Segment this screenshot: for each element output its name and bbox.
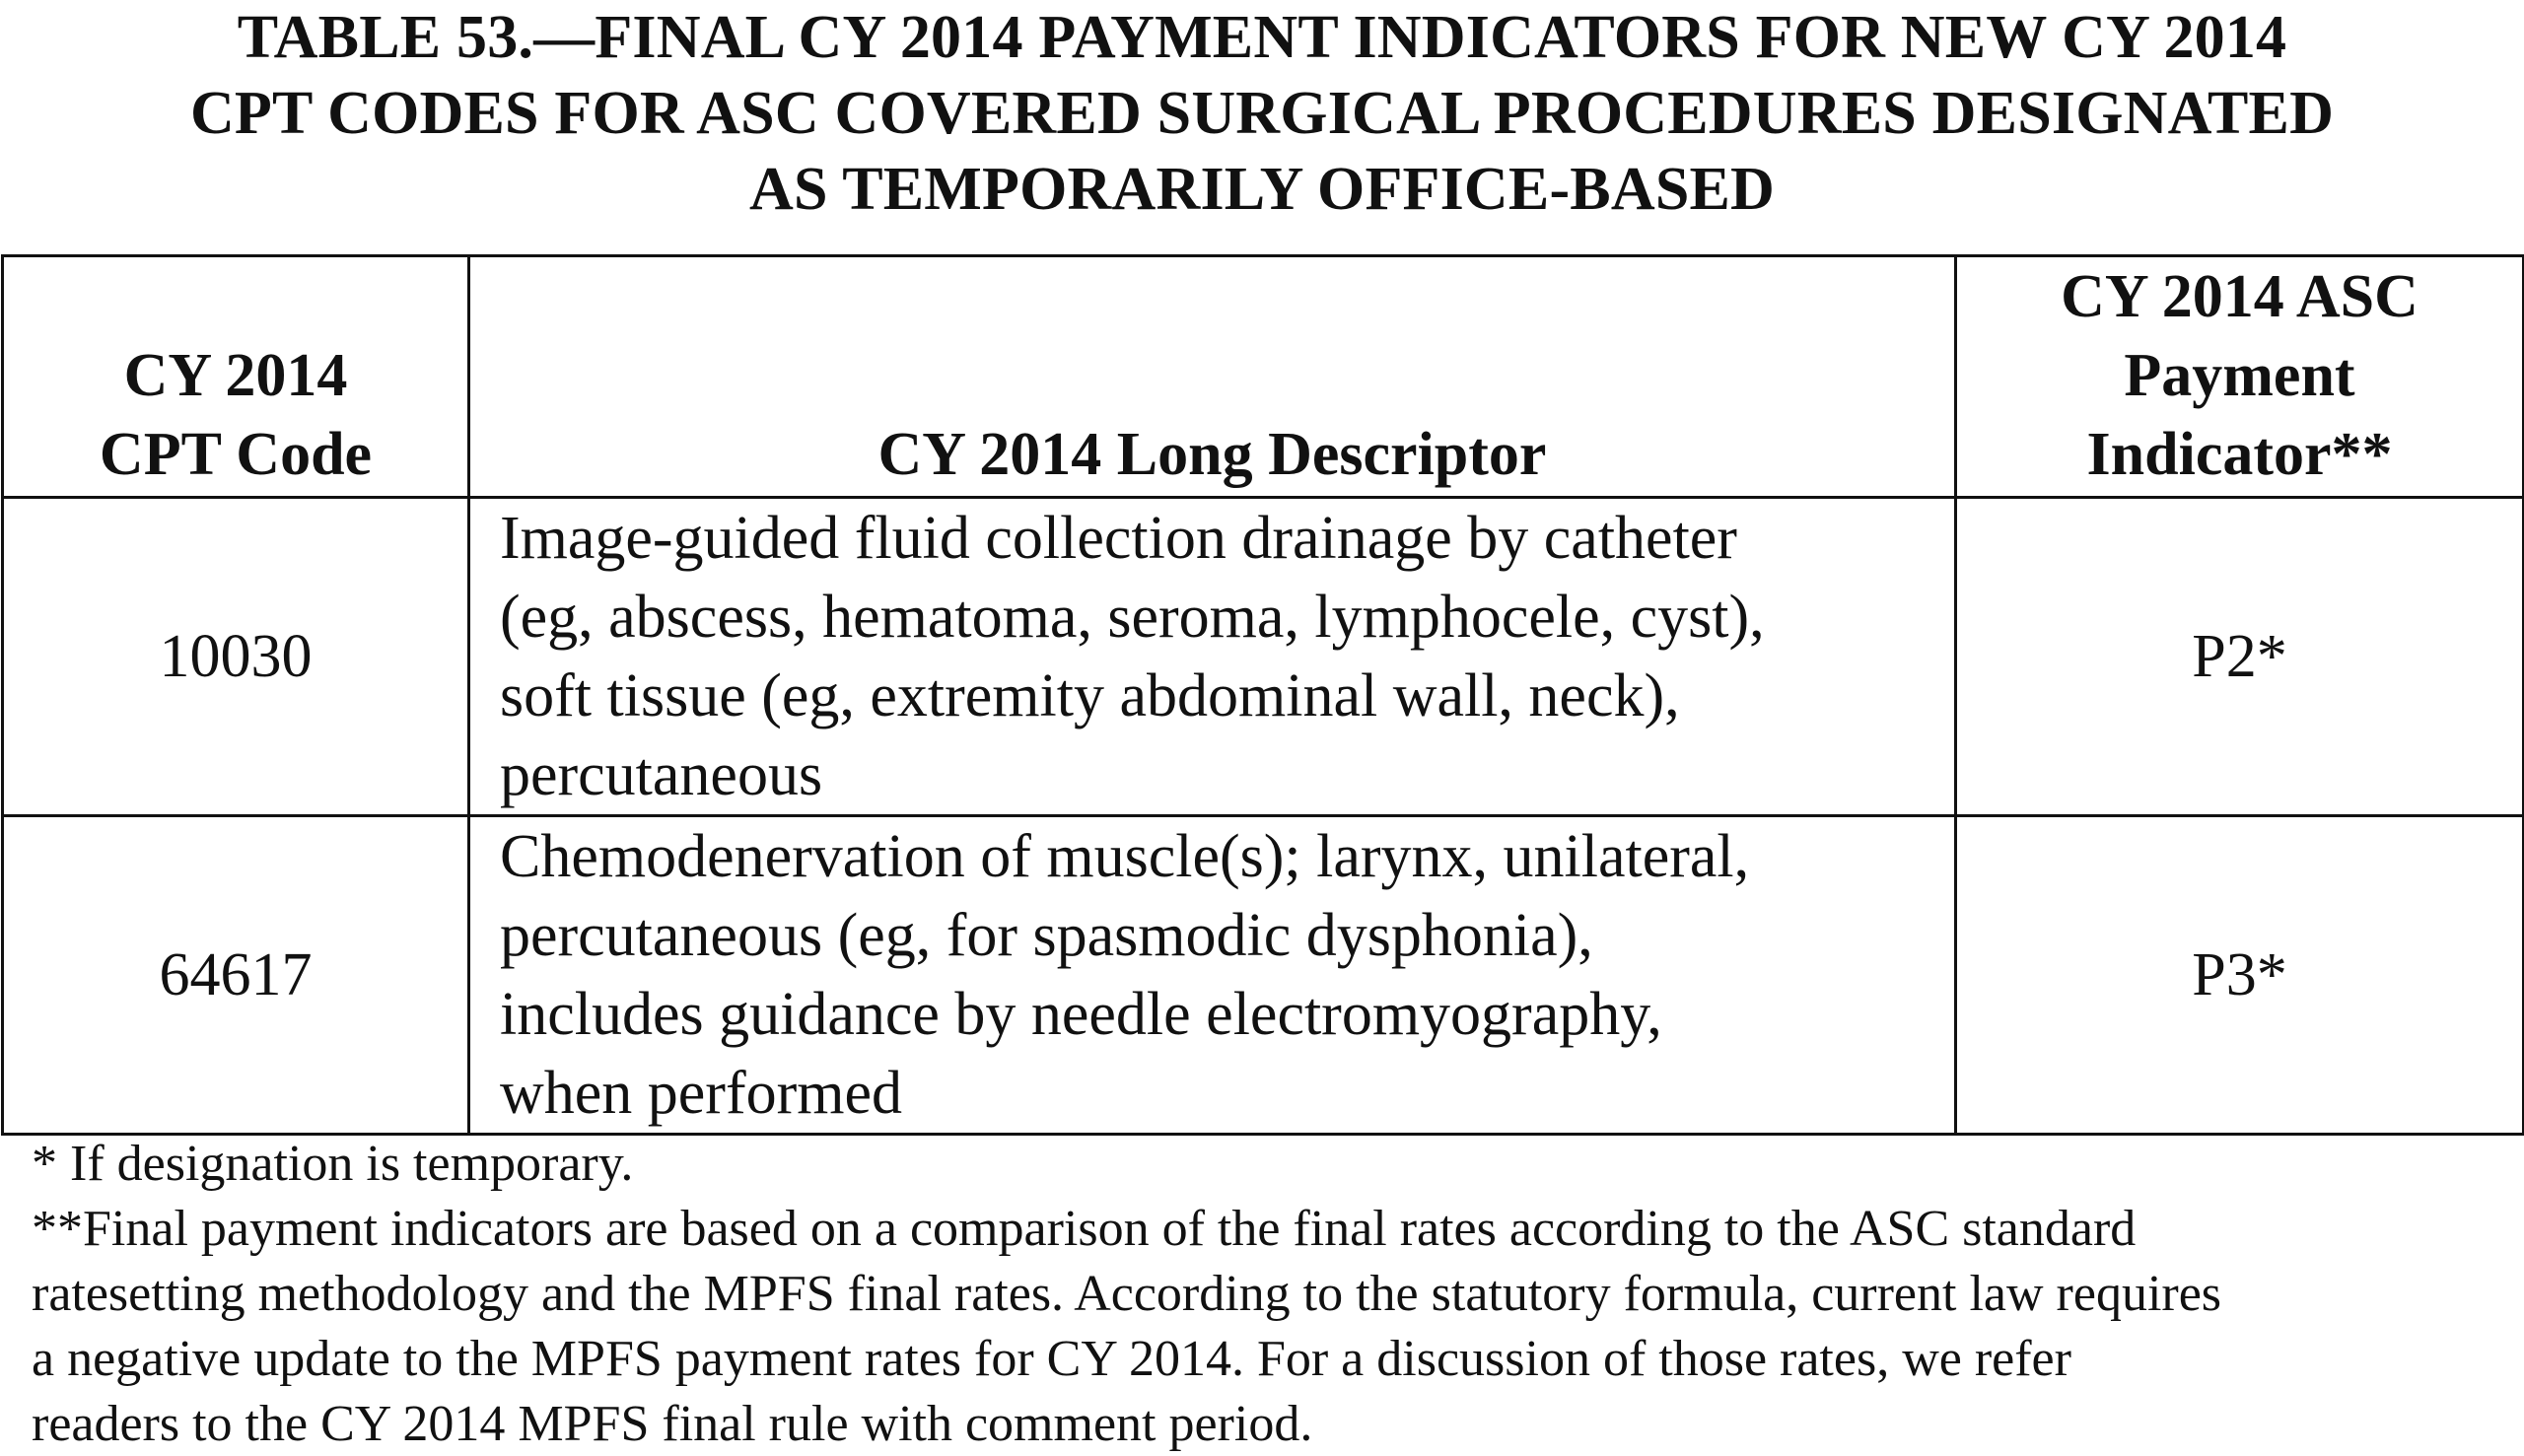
- descriptor-line: Image-guided fluid collection drainage by catheter: [500, 505, 1737, 572]
- footnote-double-asterisk-line: ratesetting methodology and the MPFS final rates. According to the statutory formula, current law requires: [32, 1266, 2222, 1322]
- header-long-descriptor: [469, 256, 1956, 498]
- header-payment-indicator: [1956, 256, 2524, 498]
- descriptor-line: when performed: [500, 1060, 902, 1127]
- header-long-descriptor-text: CY 2014 Long Descriptor: [877, 421, 1547, 488]
- descriptor-line: percutaneous: [500, 741, 823, 808]
- table-title-line-3: AS TEMPORARILY OFFICE-BASED: [748, 156, 1776, 223]
- descriptor-line: soft tissue (eg, extremity abdominal wall, neck),: [500, 662, 1680, 729]
- header-payment-indicator-line-2: Payment: [2124, 342, 2355, 409]
- descriptor-line: (eg, abscess, hematoma, seroma, lymphocele, cyst),: [500, 584, 1765, 651]
- descriptor-line: Chemodenervation of muscle(s); larynx, unilateral,: [500, 823, 1750, 890]
- header-cpt-code-line-2: CPT Code: [99, 421, 373, 488]
- descriptor-line: includes guidance by needle electromyography,: [500, 981, 1662, 1048]
- payment-indicator-cell: P3*: [1956, 816, 2524, 1135]
- cpt-code-cell: 64617: [3, 816, 469, 1135]
- header-cpt-code-line-1: CY 2014: [123, 342, 348, 409]
- table-header-row: [3, 256, 2524, 498]
- footnote-double-asterisk-line: readers to the CY 2014 MPFS final rule with comment period.: [32, 1396, 1313, 1452]
- table-row: [3, 816, 2524, 1135]
- payment-indicators-table: [1, 254, 2524, 1136]
- descriptor-line: percutaneous (eg, for spasmodic dysphonia),: [500, 902, 1593, 969]
- header-payment-indicator-line-3: Indicator**: [2086, 421, 2393, 488]
- header-payment-indicator-line-1: CY 2014 ASC: [2061, 263, 2419, 330]
- long-descriptor-cell: [469, 498, 1956, 816]
- long-descriptor-cell: [469, 816, 1956, 1135]
- table-title-line-1: TABLE 53.—FINAL CY 2014 PAYMENT INDICATORS FOR NEW CY 2014: [237, 4, 2287, 71]
- payment-indicator-cell: P2*: [1956, 498, 2524, 816]
- footnote-double-asterisk-line: a negative update to the MPFS payment rates for CY 2014. For a discussion of those rates, we refer: [32, 1331, 2071, 1387]
- table-footnotes: [32, 1132, 2496, 1456]
- footnote-single-asterisk: * If designation is temporary.: [32, 1136, 634, 1192]
- table-title: [0, 0, 2524, 228]
- table-row: [3, 498, 2524, 816]
- table-title-line-2: CPT CODES FOR ASC COVERED SURGICAL PROCEDURES DESIGNATED: [189, 80, 2335, 147]
- header-cpt-code: [3, 256, 469, 498]
- cpt-code-cell: 10030: [3, 498, 469, 816]
- footnote-double-asterisk-line: **Final payment indicators are based on a comparison of the final rates according to the ASC standard: [32, 1201, 2137, 1257]
